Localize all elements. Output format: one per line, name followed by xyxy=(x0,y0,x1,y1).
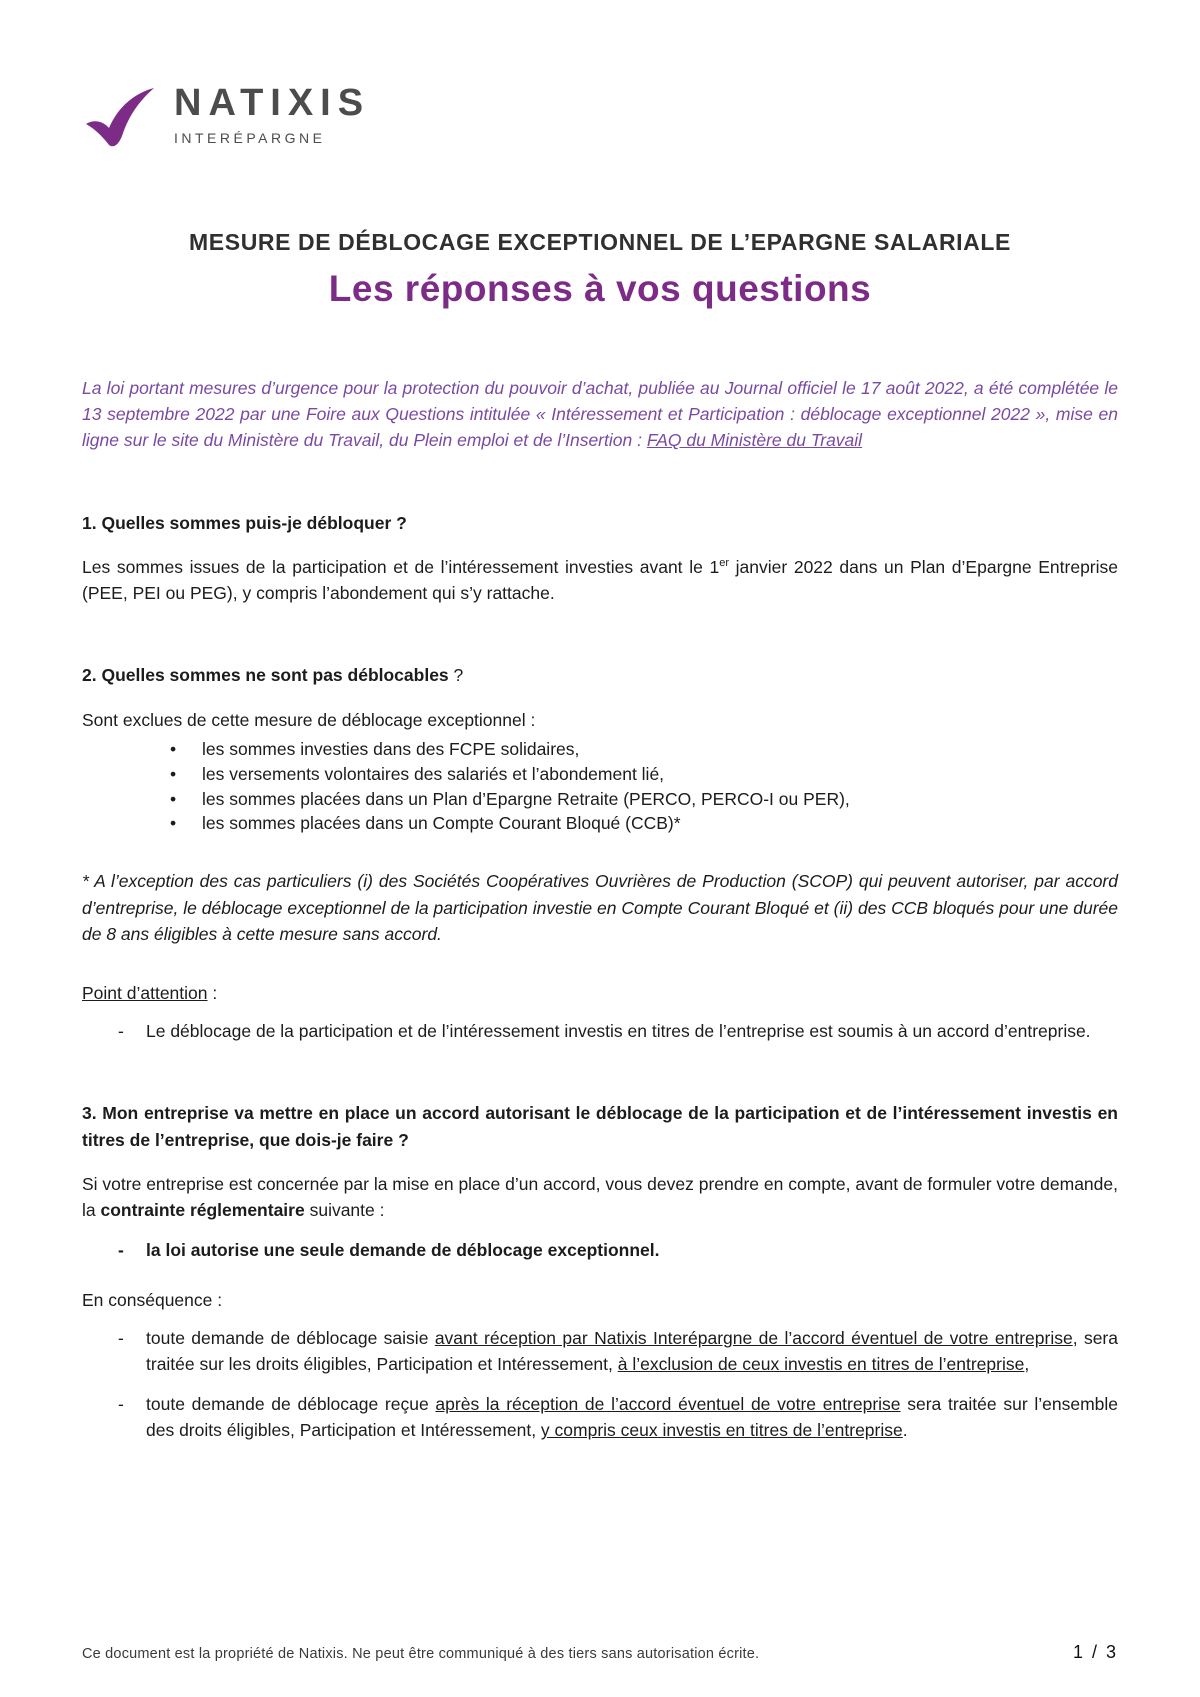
list-item xyxy=(82,762,1118,787)
q2-heading-rest: ? xyxy=(448,665,464,686)
q1-text-1: Les sommes issues de la participation et de l’intéressement investies avant le 1 xyxy=(82,556,720,577)
q1-text-2: janvier 2022 dans un Plan d’Epargne Entreprise (PEE, PEI ou PEG), y compris l’abondement qui s’y rattache. xyxy=(82,556,1119,604)
item-text: sera traitée sur l’ensemble des droits éligibles, Participation et Intéressement, xyxy=(146,1394,1118,1441)
list-item-text: les versements volontaires des salariés et l’abondement lié, xyxy=(202,763,665,784)
rule-item-text: la loi autorise une seule demande de déblocage exceptionnel. xyxy=(146,1240,660,1261)
faq-ministere-link[interactable]: FAQ du Ministère du Travail xyxy=(646,429,863,450)
list-item xyxy=(82,737,1118,762)
question-2-lead: Sont exclues de cette mesure de déblocage exceptionnel : xyxy=(82,709,536,730)
list-item-text: les sommes investies dans des FCPE solidaires, xyxy=(202,738,580,759)
attention-colon: : xyxy=(207,983,218,1004)
rule-list xyxy=(82,1237,1118,1263)
list-item-text: les sommes placées dans un Compte Courant Bloqué (CCB)* xyxy=(202,813,681,834)
natixis-logo-icon xyxy=(82,86,158,155)
q3-bold-constraint: contrainte réglementaire xyxy=(100,1200,305,1221)
consequence-item xyxy=(82,1391,1118,1444)
rule-item xyxy=(82,1237,1118,1263)
attention-item-text: Le déblocage de la participation et de l’intéressement investis en titres de l’entreprise est soumis à un accord d’entreprise. xyxy=(146,1021,1091,1042)
attention-list xyxy=(82,1018,1118,1044)
q2-heading-bold: 2. Quelles sommes ne sont pas déblocables xyxy=(82,665,449,686)
item-text: toute demande de déblocage saisie xyxy=(146,1327,435,1348)
question-1-answer xyxy=(82,554,1118,607)
consequence-item xyxy=(82,1325,1118,1378)
intro-text: La loi portant mesures d’urgence pour la protection du pouvoir d’achat, publiée au Journal officiel le 17 août 2022, a été complétée le 13 septembre 2022 par une Foire aux Questions intitulée « Intéressement et Participation : déblocage exceptionnel 2022 », mise en ligne sur le site du Ministère du Travail, du Plein emploi et de l’Insertion : xyxy=(82,378,1118,450)
item-text: , xyxy=(1024,1353,1030,1374)
list-item-text: les sommes placées dans un Plan d’Epargne Retraite (PERCO, PERCO-I ou PER), xyxy=(202,788,850,809)
brand-text-block xyxy=(174,84,370,146)
q3-text-2: suivante : xyxy=(304,1200,385,1221)
brand-name: NATIXIS xyxy=(174,82,371,124)
question-2-heading xyxy=(82,662,1118,688)
item-underline: y compris ceux investis en titres de l’entreprise xyxy=(540,1420,903,1441)
item-underline: avant réception par Natixis Interépargne de l’accord éventuel de votre entreprise xyxy=(434,1327,1073,1348)
question-1-heading: 1. Quelles sommes puis-je débloquer ? xyxy=(82,512,407,533)
intro-paragraph xyxy=(82,376,1118,454)
list-item xyxy=(82,787,1118,812)
page-number: 1 / 3 xyxy=(1072,1642,1118,1662)
attention-label: Point d’attention xyxy=(82,983,208,1004)
list-item xyxy=(82,811,1118,836)
attention-heading xyxy=(82,983,1118,1004)
consequence-list xyxy=(82,1325,1118,1444)
item-underline: après la réception de l’accord éventuel de votre entreprise xyxy=(435,1394,901,1415)
attention-item xyxy=(82,1018,1118,1044)
scop-footnote: * A l’exception des cas particuliers (i) des Sociétés Coopératives Ouvrières de Production (SCOP) qui peuvent autoriser, par accord d’entreprise, le déblocage exceptionnel de la participation investie en Compte Courant Bloqué et (ii) des CCB bloqués pour une durée de 8 ans éligibles à cette mesure sans accord. xyxy=(82,871,1118,944)
excluded-sums-list xyxy=(82,737,1118,836)
q1-superscript: er xyxy=(719,557,729,570)
item-text: toute demande de déblocage reçue xyxy=(146,1394,436,1415)
brand-header xyxy=(82,84,1118,155)
page-footer xyxy=(82,1642,1118,1663)
document-title: MESURE DE DÉBLOCAGE EXCEPTIONNEL DE L’EPARGNE SALARIALE xyxy=(189,229,1011,255)
q3-text-1: Si votre entreprise est concernée par la mise en place d’un accord, vous devez prendre en compte, avant de formuler votre demande, la xyxy=(82,1173,1118,1221)
document-subtitle: Les réponses à vos questions xyxy=(328,268,872,309)
item-underline: à l’exclusion de ceux investis en titres de l’entreprise xyxy=(617,1353,1025,1374)
question-3-heading: 3. Mon entreprise va mettre en place un accord autorisant le déblocage de la participation et de l’intéressement investis en titres de l’entreprise, que dois-je faire ? xyxy=(82,1103,1118,1150)
item-text: , sera traitée sur les droits éligibles, Participation et Intéressement, xyxy=(146,1327,1118,1374)
question-3-paragraph xyxy=(82,1171,1118,1224)
brand-division: INTERÉPARGNE xyxy=(174,129,326,146)
consequence-label: En conséquence : xyxy=(82,1289,223,1310)
footer-confidentiality-text: Ce document est la propriété de Natixis. Ne peut être communiqué à des tiers sans autorisation écrite. xyxy=(82,1646,760,1662)
item-text: . xyxy=(902,1420,908,1441)
